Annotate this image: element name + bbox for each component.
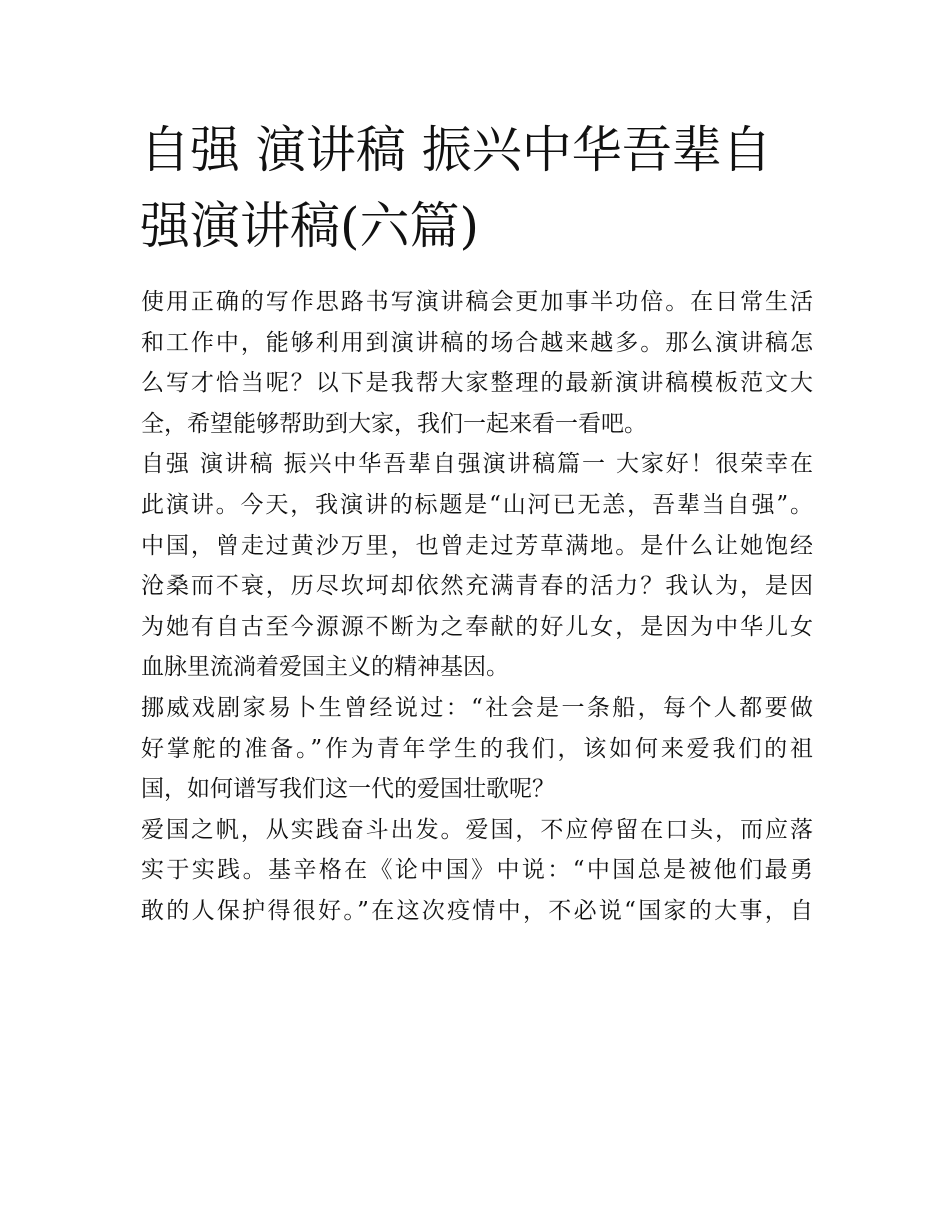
title-line-2: 强演讲稿(六篇) xyxy=(140,197,480,255)
document-body xyxy=(141,282,813,932)
paragraph-4-line-3: 敢的人保护得很好。”在这次疫情中，不必说“国家的大事，自 xyxy=(141,897,813,924)
paragraph-2-line-3: 中国，曾走过黄沙万里，也曾走过芳草满地。是什么让她饱经 xyxy=(141,532,813,559)
paragraph-1-line-1: 使用正确的写作思路书写演讲稿会更加事半功倍。在日常生活 xyxy=(141,289,813,315)
paragraph-2-line-5: 为她有自古至今源源不断为之奉献的好儿女，是因为中华儿女 xyxy=(141,613,813,640)
paragraph-2-line-2: 此演讲。今天，我演讲的标题是“山河已无恙，吾辈当自强”。 xyxy=(141,491,813,518)
paragraph-2-line-4: 沧桑而不衰，历尽坎坷却依然充满青春的活力？我认为，是因 xyxy=(141,573,813,600)
document-title xyxy=(140,112,830,264)
paragraph-3-line-1: 挪威戏剧家易卜生曾经说过：“社会是一条船，每个人都要做 xyxy=(141,694,813,721)
paragraph-3-line-2: 好掌舵的准备。”作为青年学生的我们，该如何来爱我们的祖 xyxy=(141,735,813,762)
paragraph-4-line-2: 实于实践。基辛格在《论中国》中说：“中国总是被他们最勇 xyxy=(141,857,813,884)
paragraph-1-line-2: 和工作中，能够利用到演讲稿的场合越来越多。那么演讲稿怎 xyxy=(141,329,813,356)
paragraph-3-line-3: 国，如何谱写我们这一代的爱国壮歌呢？ xyxy=(141,776,555,803)
paragraph-1-line-4: 全，希望能够帮助到大家，我们一起来看一看吧。 xyxy=(141,410,647,437)
paragraph-1-line-3: 么写才恰当呢？以下是我帮大家整理的最新演讲稿模板范文大 xyxy=(141,370,813,397)
paragraph-2-line-6: 血脉里流淌着爱国主义的精神基因。 xyxy=(141,654,509,681)
paragraph-2-line-1: 自强 演讲稿 振兴中华吾辈自强演讲稿篇一 大家好！很荣幸在 xyxy=(141,451,813,478)
title-line-1: 自强 演讲稿 振兴中华吾辈自 xyxy=(140,121,772,179)
paragraph-4-line-1: 爱国之帆，从实践奋斗出发。爱国，不应停留在口头，而应落 xyxy=(141,816,813,843)
